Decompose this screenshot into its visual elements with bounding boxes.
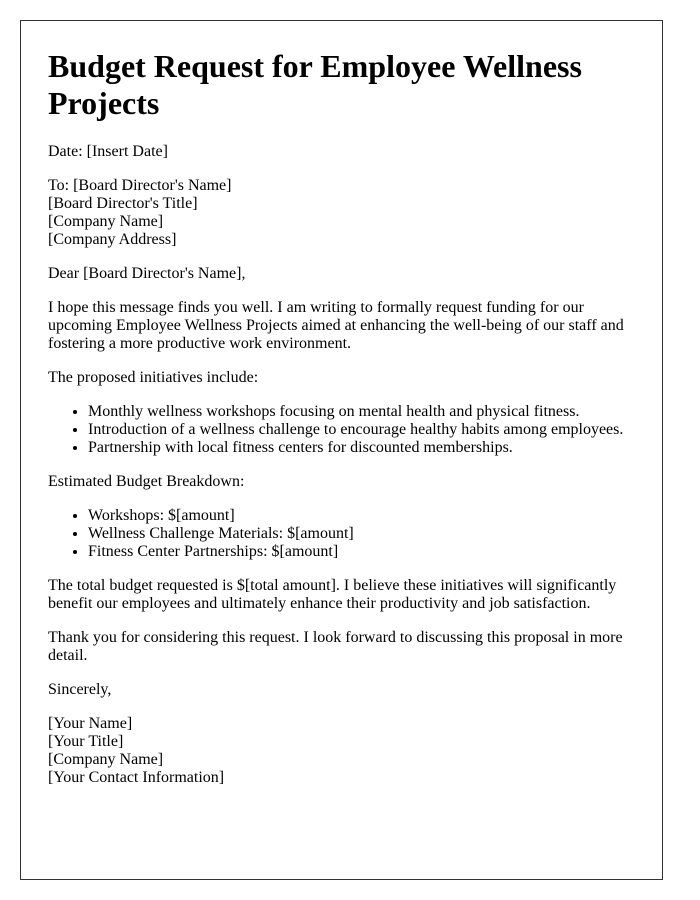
budget-heading: Estimated Budget Breakdown: <box>48 473 245 490</box>
budget-item: • Fitness Center Partnerships: $[amount] <box>88 543 635 561</box>
intro-paragraph: I hope this message finds you well. I am writing to formally request funding for our upcoming Employee Wellness Projects aimed at enhancing the well-being of our staff and fostering a more productive work environment. <box>48 299 624 352</box>
salutation: Dear [Board Director's Name], <box>48 265 246 282</box>
initiative-item: • Introduction of a wellness challenge to encourage healthy habits among employees. <box>88 421 635 439</box>
signoff: Sincerely, <box>48 681 112 698</box>
initiatives-list <box>48 403 635 457</box>
budget-item: • Wellness Challenge Materials: $[amount] <box>88 525 635 543</box>
total-paragraph: The total budget requested is $[total amount]. I believe these initiatives will significantly benefit our employees and ultimately enhance their productivity and job satisfaction. <box>48 577 617 612</box>
initiative-item: • Monthly wellness workshops focusing on mental health and physical fitness. <box>88 403 635 421</box>
recipient-block <box>48 177 635 249</box>
recipient-address-line: [Company Address] <box>48 231 177 248</box>
budget-item: • Workshops: $[amount] <box>88 507 635 525</box>
signature-block <box>48 715 635 787</box>
signature-contact-line: [Your Contact Information] <box>48 769 225 786</box>
initiative-item: • Partnership with local fitness centers for discounted memberships. <box>88 439 635 457</box>
signature-company-line: [Company Name] <box>48 751 164 768</box>
date-line: Date: [Insert Date] <box>48 143 168 160</box>
signature-name-line: [Your Name] <box>48 715 133 732</box>
budget-list <box>48 507 635 561</box>
recipient-company-line: [Company Name] <box>48 213 164 230</box>
letter-title: Budget Request for Employee Wellness Projects <box>48 48 582 121</box>
recipient-name-line: To: [Board Director's Name] <box>48 177 232 194</box>
recipient-title-line: [Board Director's Title] <box>48 195 198 212</box>
closing-paragraph: Thank you for considering this request. I look forward to discussing this proposal in more detail. <box>48 629 623 664</box>
letter-document <box>20 20 663 880</box>
signature-title-line: [Your Title] <box>48 733 124 750</box>
initiatives-heading: The proposed initiatives include: <box>48 369 259 386</box>
